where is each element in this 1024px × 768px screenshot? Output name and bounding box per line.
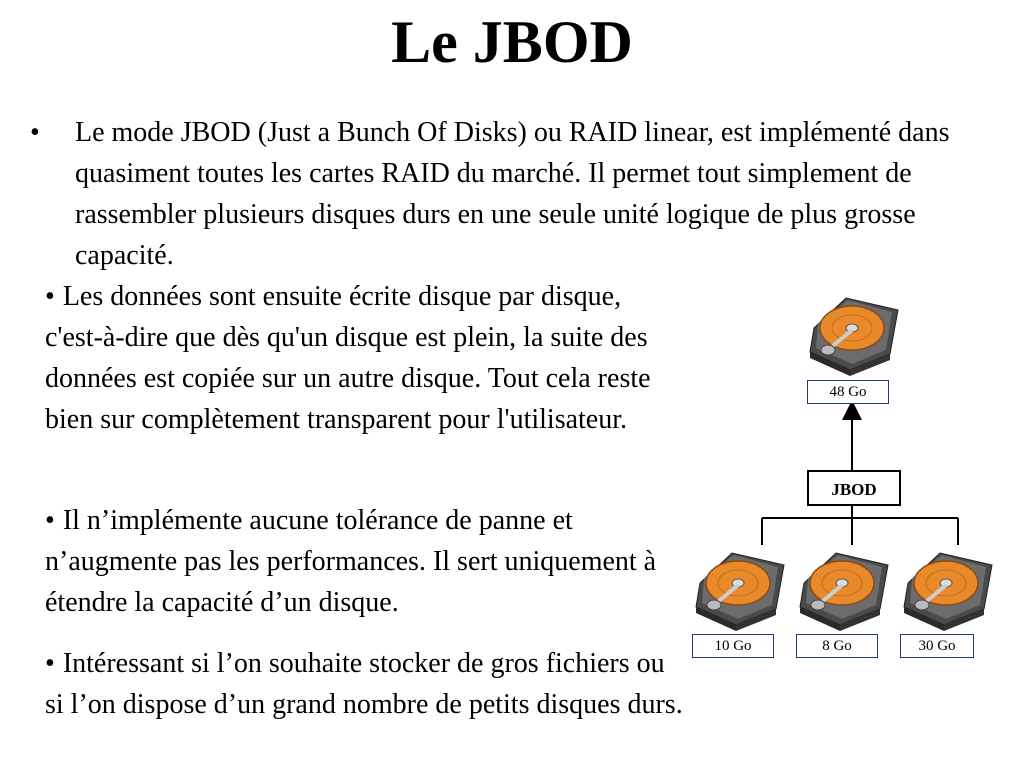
hard-disk-icon-3 xyxy=(904,553,992,631)
sub-bullet-text: Il n’implémente aucune tolérance de panne et n’augmente pas les performances. Il sert uniquement à étendre la capacité d’un disque. xyxy=(45,505,657,618)
jbod-controller-box: JBOD xyxy=(807,470,901,506)
bullet-marker: • xyxy=(45,505,55,536)
slide-title: Le JBOD xyxy=(391,9,633,75)
bullet-marker: • xyxy=(45,281,55,312)
bullet-marker: • xyxy=(30,117,40,148)
logical-capacity-label: 48 Go xyxy=(807,380,889,404)
disk-1-capacity-label: 10 Go xyxy=(692,634,774,658)
hard-disk-icon-2 xyxy=(800,553,888,631)
logical-hard-disk-icon xyxy=(810,298,898,376)
hard-disk-icon-1 xyxy=(696,553,784,631)
bullet-marker: • xyxy=(45,648,55,679)
main-bullet-text: Le mode JBOD (Just a Bunch Of Disks) ou RAID linear, est implémenté dans quasiment toutes les cartes RAID du marché. Il permet tout simplement de rassembler plusieurs disques durs en une seule unité logique de plus grosse capacité. xyxy=(75,117,950,271)
sub-bullet-text: Intéressant si l’on souhaite stocker de gros fichiers ou si l’on dispose d’un grand nombre de petits disques durs. xyxy=(45,648,683,720)
disk-2-capacity-label: 8 Go xyxy=(796,634,878,658)
disk-3-capacity-label: 30 Go xyxy=(900,634,974,658)
sub-bullet-text: Les données sont ensuite écrite disque par disque, c'est-à-dire que dès qu'un disque est plein, la suite des données est copiée sur un autre disque. Tout cela reste bien sur complètement transparent pour l'utilisateur. xyxy=(45,281,651,435)
